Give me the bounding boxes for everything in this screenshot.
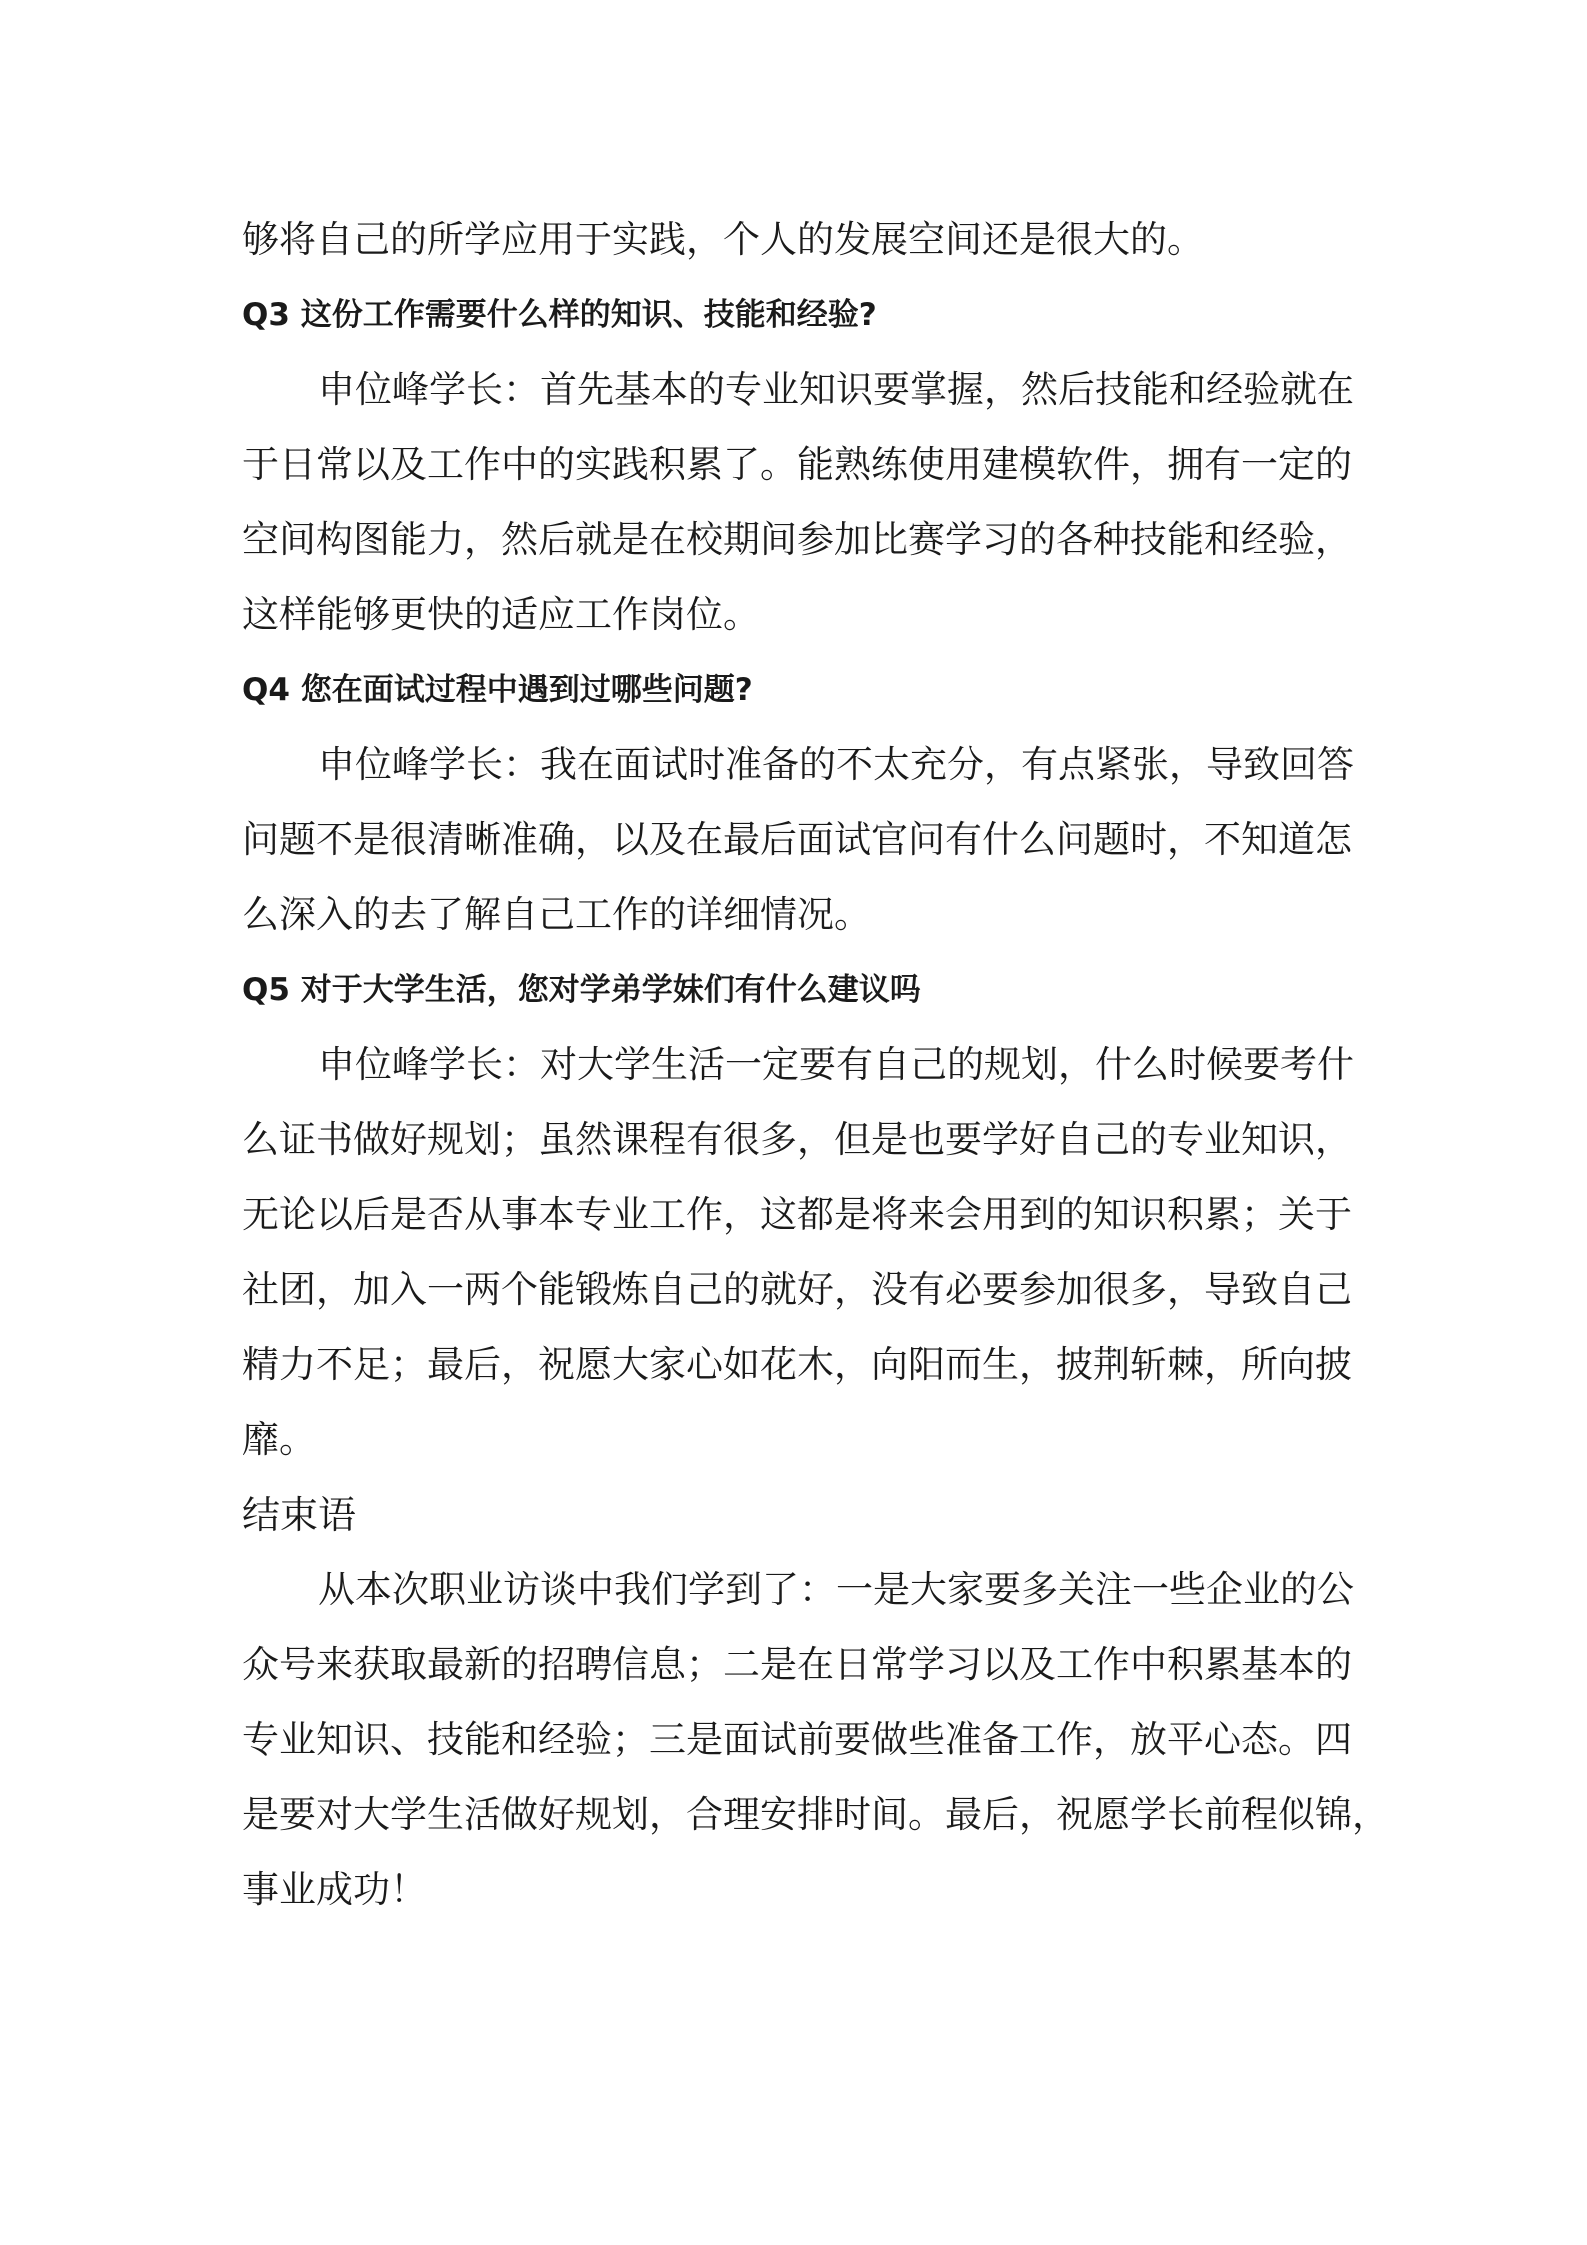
question-heading-q4: Q4 您在面试过程中遇到过哪些问题?: [242, 672, 753, 708]
question-heading-q5: Q5 对于大学生活，您对学弟学妹们有什么建议吗: [242, 972, 921, 1008]
paragraph-line: 从本次职业访谈中我们学到了：一是大家要多关注一些企业的公: [318, 1568, 1354, 1611]
paragraph-line: 空间构图能力，然后就是在校期间参加比赛学习的各种技能和经验，: [242, 518, 1352, 561]
paragraph-line: 事业成功！: [242, 1868, 427, 1911]
paragraph-line: 这样能够更快的适应工作岗位。: [242, 593, 760, 636]
paragraph-line: 么证书做好规划；虽然课程有很多，但是也要学好自己的专业知识，: [242, 1118, 1352, 1161]
paragraph-line: 专业知识、技能和经验；三是面试前要做些准备工作，放平心态。四: [242, 1718, 1352, 1761]
paragraph-line: 无论以后是否从事本专业工作，这都是将来会用到的知识积累；关于: [242, 1193, 1352, 1236]
question-heading-q3: Q3 这份工作需要什么样的知识、技能和经验?: [242, 297, 877, 333]
paragraph-line: 么深入的去了解自己工作的详细情况。: [242, 893, 871, 936]
paragraph-line: 靡。: [242, 1418, 316, 1461]
paragraph-line: 精力不足；最后，祝愿大家心如花木，向阳而生，披荆斩棘，所向披: [242, 1343, 1352, 1386]
paragraph-line: 申位峰学长：首先基本的专业知识要掌握，然后技能和经验就在: [318, 368, 1354, 411]
paragraph-line: 众号来获取最新的招聘信息；二是在日常学习以及工作中积累基本的: [242, 1643, 1352, 1686]
paragraph-line: 问题不是很清晰准确，以及在最后面试官问有什么问题时，不知道怎: [242, 818, 1352, 861]
paragraph-line: 够将自己的所学应用于实践，个人的发展空间还是很大的。: [242, 218, 1204, 261]
paragraph-line: 申位峰学长：对大学生活一定要有自己的规划，什么时候要考什: [318, 1043, 1354, 1086]
paragraph-line: 社团，加入一两个能锻炼自己的就好，没有必要参加很多，导致自己: [242, 1268, 1352, 1311]
paragraph-line: 于日常以及工作中的实践积累了。能熟练使用建模软件，拥有一定的: [242, 443, 1352, 486]
paragraph-line: 申位峰学长：我在面试时准备的不太充分，有点紧张，导致回答: [318, 743, 1354, 786]
paragraph-line: 是要对大学生活做好规划，合理安排时间。最后，祝愿学长前程似锦，: [242, 1793, 1389, 1836]
section-heading-conclusion: 结束语: [242, 1493, 357, 1537]
